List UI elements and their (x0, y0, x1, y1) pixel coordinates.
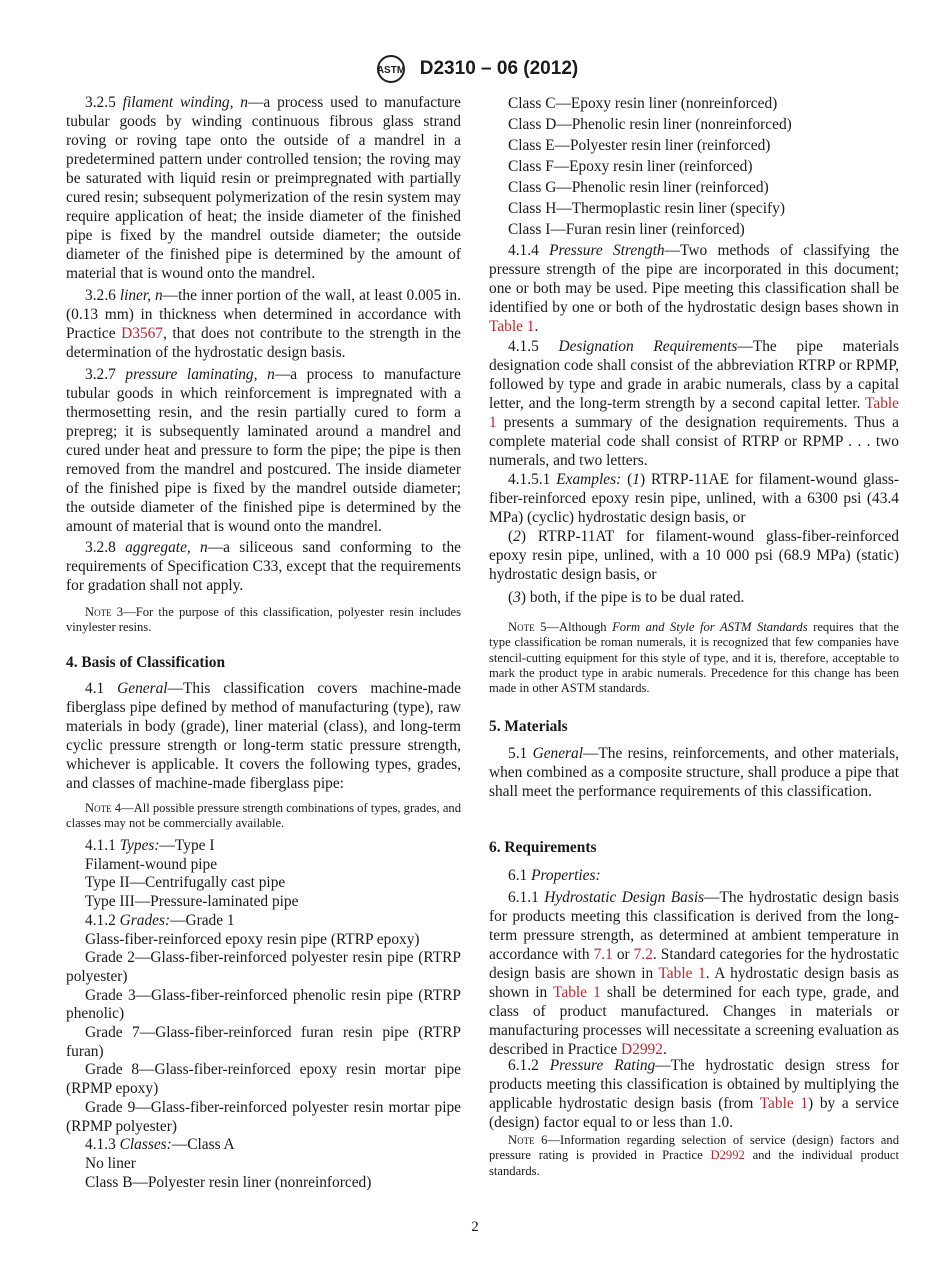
text-segment: Class D—Phenolic resin liner (nonreinforced) (508, 116, 792, 133)
text-segment: 4.1.4 (508, 242, 550, 259)
italic-term: 3 (513, 589, 521, 606)
section-3-2-5 (66, 93, 461, 283)
text-segment: 3.2.8 (85, 539, 126, 556)
text-segment: ) both, if the pipe is to be dual rated. (520, 589, 745, 606)
page-number: 2 (471, 1219, 479, 1235)
text-segment: ) RTRP-11AE for filament-wound glass-fiber-reinforced epoxy resin pipe, unlined, with a 6300 psi (43.4 MPa) (cyclic) hydrostatic design basis, or (489, 471, 899, 526)
text-segment: Class E—Polyester resin liner (reinforced) (508, 137, 771, 154)
text-segment: —This classification covers machine-made fiberglass pipe defined by method of manufacturing (type), raw materials in body (grade), liner material (class), and long-term cyclic pressure strength or long-term static pressure strength, whichever is applicable. It covers the following types, grades, and classes of machine-made fiberglass pipe: (66, 680, 461, 792)
text-segment: —a process to manufacture tubular goods in which reinforcement is impregnated with a thermosetting resin, and the resin partially cured to form a prepreg; it is subsequently laminated around a mandrel and cured under heat and pressure to form the pipe; the pipe is then removed from the mandrel and postcured. The inside diameter of the finished pipe is fixed by the mandrel outside diameter; the outside diameter of the finished pipe is determined by the amount of material that is wound onto the mandrel. (66, 366, 461, 535)
text-segment: —Grade 1 (170, 911, 235, 929)
cross-reference-link[interactable]: D2992 (710, 1148, 745, 1163)
text-segment: 6.1.2 (508, 1057, 550, 1074)
cross-reference-link[interactable]: Table 1 (489, 318, 535, 335)
text-segment: Class F—Epoxy resin liner (reinforced) (508, 158, 753, 175)
text-segment: Note (85, 801, 112, 815)
italic-term: Grades: (119, 911, 171, 929)
text-segment: ) RTRP-11AT for filament-wound glass-fiber-reinforced epoxy resin pipe, unlined, with a 10 000 psi (68.9 MPa) (static) hydrostatic design basis, or (489, 528, 899, 583)
section-6-1-2 (489, 1056, 899, 1132)
heading-materials (489, 717, 899, 736)
note-3 (66, 605, 461, 636)
section-4-1-4 (489, 241, 899, 336)
italic-term: pressure laminating, n (125, 366, 275, 383)
heading-requirements (489, 838, 899, 857)
cross-reference-link[interactable]: Table 1 (658, 965, 706, 982)
text-segment: 4.1.3 (85, 1136, 120, 1154)
text-segment: Class I—Furan resin liner (reinforced) (508, 221, 745, 238)
italic-term: Hydrostatic Design Basis (544, 889, 705, 906)
italic-term: filament winding, n (122, 94, 249, 111)
cross-reference-link[interactable]: D3567 (121, 325, 163, 342)
text-segment: . (662, 1041, 667, 1058)
cross-reference-link[interactable]: Table 1 (553, 984, 601, 1001)
text-segment: 6—Information regarding selection of service (design) factors and pressure rating is provided in Practice (489, 1133, 899, 1163)
italic-term: Pressure Rating (549, 1057, 656, 1074)
section-4-1-5-1 (489, 470, 899, 527)
italic-term: General (117, 680, 168, 697)
designation-code: D2310 – 06 (2012) (419, 58, 579, 79)
text-segment: Grade 3—Glass-fiber-reinforced phenolic resin pipe (RTRP phenolic) (66, 986, 461, 1023)
italic-term: 2 (513, 528, 521, 545)
text-segment: presents a summary of the designation requirements. Thus a complete material code shall consist of RTRP or RPMP . . . two numerals, and two letters. (489, 414, 899, 469)
cross-reference-link[interactable]: 7.1 (593, 946, 613, 963)
text-segment: Class B—Polyester resin liner (nonreinforced) (85, 1173, 372, 1191)
text-segment: —Two methods of classifying the pressure strength of the pipe are incorporated in this document; one or both may be used. Pipe meeting this classification shall be identified by one or both of the hydrostatic design bases shown in (489, 242, 899, 316)
section-6-1-1 (489, 888, 899, 1059)
text-segment: . A hydrostatic design basis as shown in (489, 965, 899, 1001)
text-segment: 4.1.1 (85, 837, 120, 854)
cross-reference-link[interactable]: D2992 (621, 1041, 663, 1058)
text-segment: 5. Materials (489, 718, 568, 735)
italic-term: Designation Requirements (558, 338, 738, 355)
text-segment: —The resins, reinforcements, and other materials, when combined as a composite structure, shall produce a pipe that shall meet the performance requirements of this classification. (489, 745, 899, 800)
cross-reference-link[interactable]: Table 1 (759, 1095, 809, 1112)
text-segment: —The pipe materials designation code shall consist of the abbreviation RTRP or RPMP, followed by type and grade in arabic numerals, class by a capital letter, and the long-term strength by a second capital letter. (489, 338, 899, 412)
section-3-2-6 (66, 286, 461, 362)
text-segment: ( (508, 589, 514, 606)
section-3-2-8 (66, 538, 461, 595)
italic-term: Properties: (531, 867, 601, 884)
types-grades-classes-list (66, 837, 461, 1192)
text-segment: —a siliceous sand conforming to the requirements of Specification C33, except that the requirements for gradation shall not apply. (66, 539, 461, 594)
text-segment: Type II—Centrifugally cast pipe (85, 874, 286, 892)
text-segment: 6. Requirements (489, 839, 597, 856)
section-5-1 (489, 744, 899, 801)
italic-term: Types: (119, 837, 160, 854)
text-segment: requires that the type classification be roman numerals, it is recognized that few companies have stencil-cutting equipment for this style of type, and it is, therefore, acceptable to mark the product type in arabic numerals. Precedence for this change has been made in other ASTM standards. (489, 620, 900, 696)
text-segment: 4.1 (85, 680, 118, 697)
text-segment: and the individual product standards. (489, 1148, 899, 1178)
text-segment: —the inner portion of the wall, at least 0.005 in. (0.13 mm) in thickness when determined in accordance with Practice (66, 287, 461, 342)
heading-basis-of-classification (66, 653, 461, 672)
text-segment: 6.1 (508, 867, 532, 884)
document-header (0, 54, 950, 84)
text-segment: No liner (85, 1154, 136, 1172)
text-segment: Grade 2—Glass-fiber-reinforced polyester resin pipe (RTRP polyester) (66, 949, 461, 985)
text-segment: 3.2.6 (85, 287, 120, 304)
text-segment: —The hydrostatic design stress for products meeting this classification is obtained by multiplying the applicable hydrostatic design basis (from (489, 1057, 899, 1112)
text-segment: Class C—Epoxy resin liner (nonreinforced) (508, 95, 778, 112)
section-4-1-5 (489, 337, 899, 470)
text-segment: Type III—Pressure-laminated pipe (85, 893, 299, 911)
text-segment: Class G—Phenolic resin liner (reinforced) (508, 179, 769, 196)
text-segment: 6.1.1 (508, 889, 545, 906)
note-4 (66, 801, 461, 832)
italic-term: Pressure Strength (549, 242, 665, 259)
section-4-1 (66, 679, 461, 793)
italic-term: Form and Style for ASTM Standards (612, 620, 808, 634)
text-segment: 3.2.5 (85, 94, 123, 111)
text-segment: —Type I (159, 837, 215, 854)
text-segment: Grade 8—Glass-fiber-reinforced epoxy resin mortar pipe (RPMP epoxy) (66, 1061, 461, 1098)
text-segment: —Class A (171, 1136, 235, 1154)
italic-term: aggregate, n (125, 539, 208, 556)
text-segment: or (612, 946, 634, 963)
text-segment: —a process used to manufacture tubular goods by winding continuous fibrous glass strand roving or roving tape onto the outside of a mandrel in a predetermined pattern under controlled tension; the roving may be saturated with liquid resin or preimpregnated with partially cured resin; subsequent polymerization of the resin system may require application of heat; the inside diameter of the finished pipe is fixed by the mandrel outside diameter; the outside diameter of the finished pipe is determined by the amount of material that is wound onto the mandrel. (66, 94, 461, 282)
text-segment: 4.1.2 (85, 911, 120, 929)
text-segment: 4.1.5.1 (508, 471, 557, 488)
text-segment: Filament-wound pipe (85, 855, 218, 873)
note-5 (489, 620, 899, 696)
text-segment: Class H—Thermoplastic resin liner (specify) (508, 200, 785, 217)
text-segment: . (534, 318, 539, 335)
text-segment: . Standard categories for the hydrostatic design basis are shown in (489, 946, 899, 982)
classes-list (489, 93, 899, 240)
note-6 (489, 1133, 899, 1179)
italic-term: 1 (632, 471, 640, 488)
text-segment: shall be determined for each type, grade, and class of product manufactured. Changes in materials or manufacturing processes will necessitate a screening evaluation as described in Practice (489, 984, 899, 1058)
italic-term: liner, n (119, 287, 163, 304)
cross-reference-link[interactable]: Table 1 (489, 395, 899, 431)
text-segment: 5—Although (534, 620, 613, 634)
text-segment: 5.1 (508, 745, 533, 762)
text-segment: ( (508, 528, 514, 545)
example-3 (489, 588, 899, 607)
text-segment: Note (508, 1133, 535, 1147)
text-segment: ) by a service (design) factor equal to or less than 1.0. (489, 1095, 899, 1131)
text-segment: 3—For the purpose of this classification, polyester resin includes vinylester resins. (66, 605, 461, 635)
example-2 (489, 527, 899, 584)
section-6-1 (489, 866, 899, 885)
text-segment: 4—All possible pressure strength combinations of types, grades, and classes may not be commercially available. (66, 801, 462, 831)
text-segment: Note (85, 605, 112, 619)
text-segment: , that does not contribute to the strength in the determination of the hydrostatic design basis. (66, 325, 461, 361)
text-segment: 3.2.7 (85, 366, 126, 383)
text-segment: Grade 7—Glass-fiber-reinforced furan resin pipe (RTRP furan) (66, 1024, 461, 1060)
text-segment: Grade 9—Glass-fiber-reinforced polyester resin mortar pipe (RPMP polyester) (66, 1098, 461, 1135)
italic-term: General (532, 745, 584, 762)
text-segment: 4. Basis of Classification (66, 654, 226, 671)
italic-term: Examples: (556, 471, 622, 488)
text-segment: 4.1.5 (508, 338, 559, 355)
svg-text:ASTM: ASTM (376, 65, 405, 76)
italic-term: Classes: (119, 1136, 172, 1154)
astm-logo-icon (372, 54, 410, 84)
text-segment: —The hydrostatic design basis for products meeting this classification is derived from the long-term pressure strength, as determined at ambient temperature in accordance with (489, 889, 900, 963)
text-segment: Glass-fiber-reinforced epoxy resin pipe (RTRP epoxy) (85, 930, 420, 948)
text-segment: ( (621, 471, 633, 488)
cross-reference-link[interactable]: 7.2 (633, 946, 653, 963)
section-3-2-7 (66, 365, 461, 536)
text-segment: Note (508, 620, 535, 634)
